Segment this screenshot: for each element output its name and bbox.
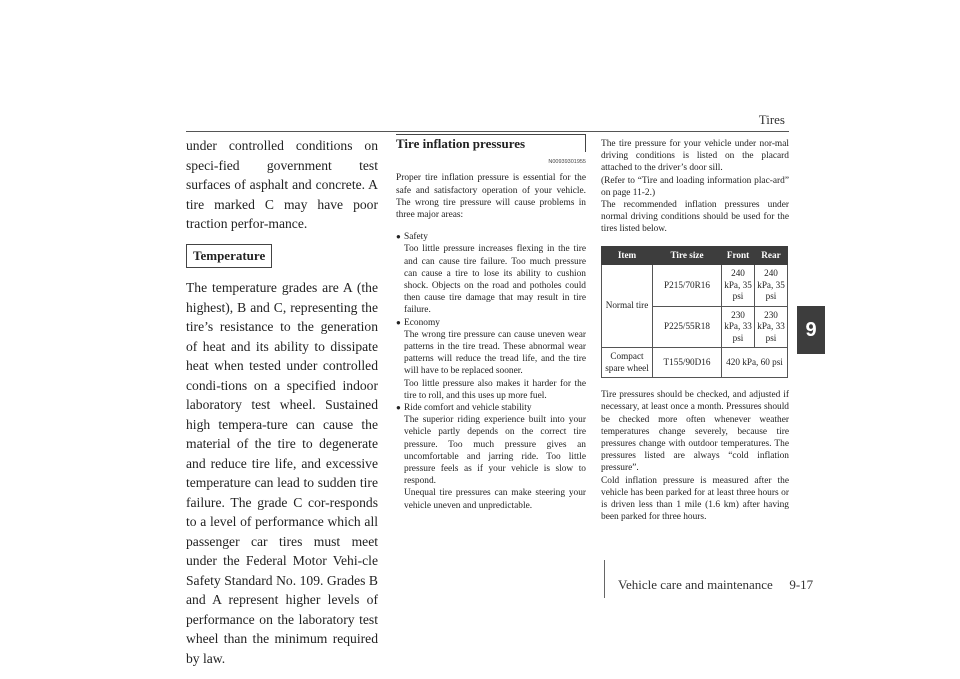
paragraph-temperature: The temperature grades are A (the highest), B and C, representing the tire’s resistance to the generation of heat and its ability to dissipate heat when tested under controlled condi-tions on a specified indoor laboratory test wheel. Sustained high tempera-ture can cause the material of the tire to degenerate and reduce tire life, and excessive temperature can lead to sudden tire failure. The grade C cor-responds to a level of performance which all passenger car tires must meet under the Federal Motor Vehi-cle Safety Standard No. 109. Grades B and A represent higher levels of performance on the laboratory test wheel than the minimum required by law. bbox=[186, 280, 378, 666]
bullet-text: The wrong tire pressure can cause uneven wear patterns in the tire tread. These abnormal wear patterns will reduce the tread life, and the tire will have to be replaced sooner. bbox=[404, 329, 586, 377]
column-header: Rear bbox=[755, 246, 788, 265]
rear-pressure-cell: 230 kPa, 33 psi bbox=[755, 306, 788, 348]
front-pressure-cell: 230 kPa, 33 psi bbox=[722, 306, 755, 348]
bullet-dot-icon: ● bbox=[396, 317, 401, 327]
paragraph-inflation-intro: Proper tire inflation pressure is essential for the safe and satisfactory operation of your vehicle. The wrong tire pressure will cause problems in three major areas: bbox=[396, 173, 586, 221]
tire-size-cell: T155/90D16 bbox=[653, 348, 722, 378]
spare-wheel-label: Compact spare wheel bbox=[602, 348, 653, 378]
spare-pressure-cell: 420 kPa, 60 psi bbox=[722, 348, 788, 378]
section-title: Tire inflation pressures bbox=[396, 134, 586, 152]
column-left bbox=[186, 136, 378, 668]
column-header: Tire size bbox=[653, 246, 722, 265]
page-number: 9-17 bbox=[789, 577, 814, 592]
page-header-title: Tires bbox=[758, 112, 785, 127]
paragraph-check-monthly: Tire pressures should be checked, and adjusted if necessary, at least once a month. Pressures should be checked more often whenever weather temperatures change severely, because tire pressures change with outdoor temperatures. The pressures listed are always “cold inflation pressure”. bbox=[601, 390, 789, 474]
rear-pressure-cell: 240 kPa, 35 psi bbox=[755, 265, 788, 307]
header-rule bbox=[186, 131, 789, 132]
bullet-dot-icon: ● bbox=[396, 232, 401, 242]
footer-section-label: Vehicle care and maintenance bbox=[618, 577, 773, 592]
bullet-text: Too little pressure also makes it harder for the tire to roll, and this uses up more fuel. bbox=[404, 378, 586, 401]
table-row bbox=[602, 265, 788, 307]
document-code: N00939301955 bbox=[548, 159, 586, 166]
table-row bbox=[602, 348, 788, 378]
table-header-row bbox=[602, 246, 788, 265]
paragraph-traction-continued: under controlled conditions on speci-fied government test surfaces of asphalt and concrete. A tire marked C may have poor traction perfor-mance. bbox=[186, 138, 378, 231]
bullet-text: Too little pressure increases flexing in the tire and can cause tire failure. Too much pressure can cause a tire to lose its ability to cushion shock. Objects on the road and potholes could then cause tire damage that may result in tire failure. bbox=[404, 244, 586, 316]
footer-divider bbox=[604, 560, 605, 598]
paragraph-reference: (Refer to “Tire and loading information plac-ard” on page 11-2.) bbox=[601, 175, 789, 198]
bullet-text: The superior riding experience built into your vehicle partly depends on the correct tire pressure. Too much pressure gives an uncomfortable and jarring ride. Too little pressure feels as if your vehicle is slow to respond. bbox=[404, 415, 586, 487]
column-right bbox=[601, 138, 789, 523]
column-middle bbox=[396, 134, 586, 512]
normal-tire-label: Normal tire bbox=[602, 265, 653, 348]
chapter-tab: 9 bbox=[797, 306, 825, 354]
page-footer bbox=[618, 577, 813, 593]
bullet-title: Ride comfort and vehicle stability bbox=[404, 403, 532, 414]
list-item bbox=[396, 231, 586, 316]
tire-pressure-table bbox=[601, 246, 788, 379]
bullet-text: Unequal tire pressures can make steering your vehicle uneven and unpredictable. bbox=[404, 488, 586, 511]
paragraph-placard: The tire pressure for your vehicle under nor-mal driving conditions is listed on the placard attached to the driver’s door sill. bbox=[601, 139, 789, 174]
column-header: Item bbox=[602, 246, 653, 265]
list-item bbox=[396, 317, 586, 402]
paragraph-cold-inflation: Cold inflation pressure is measured after the vehicle has been parked for at least three hours or is driven less than 1 mile (1.6 km) after having been parked for three hours. bbox=[601, 475, 789, 523]
bullet-list bbox=[396, 231, 586, 512]
front-pressure-cell: 240 kPa, 35 psi bbox=[722, 265, 755, 307]
bullet-title: Safety bbox=[404, 232, 428, 243]
paragraph-recommend: The recommended inflation pressures under normal driving conditions should be used for the tires listed below. bbox=[601, 200, 789, 235]
tire-size-cell: P225/55R18 bbox=[653, 306, 722, 348]
bullet-title: Economy bbox=[404, 317, 440, 328]
bullet-dot-icon: ● bbox=[396, 403, 401, 413]
temperature-heading: Temperature bbox=[186, 244, 272, 269]
column-header: Front bbox=[722, 246, 755, 265]
tire-size-cell: P215/70R16 bbox=[653, 265, 722, 307]
list-item bbox=[396, 402, 586, 512]
